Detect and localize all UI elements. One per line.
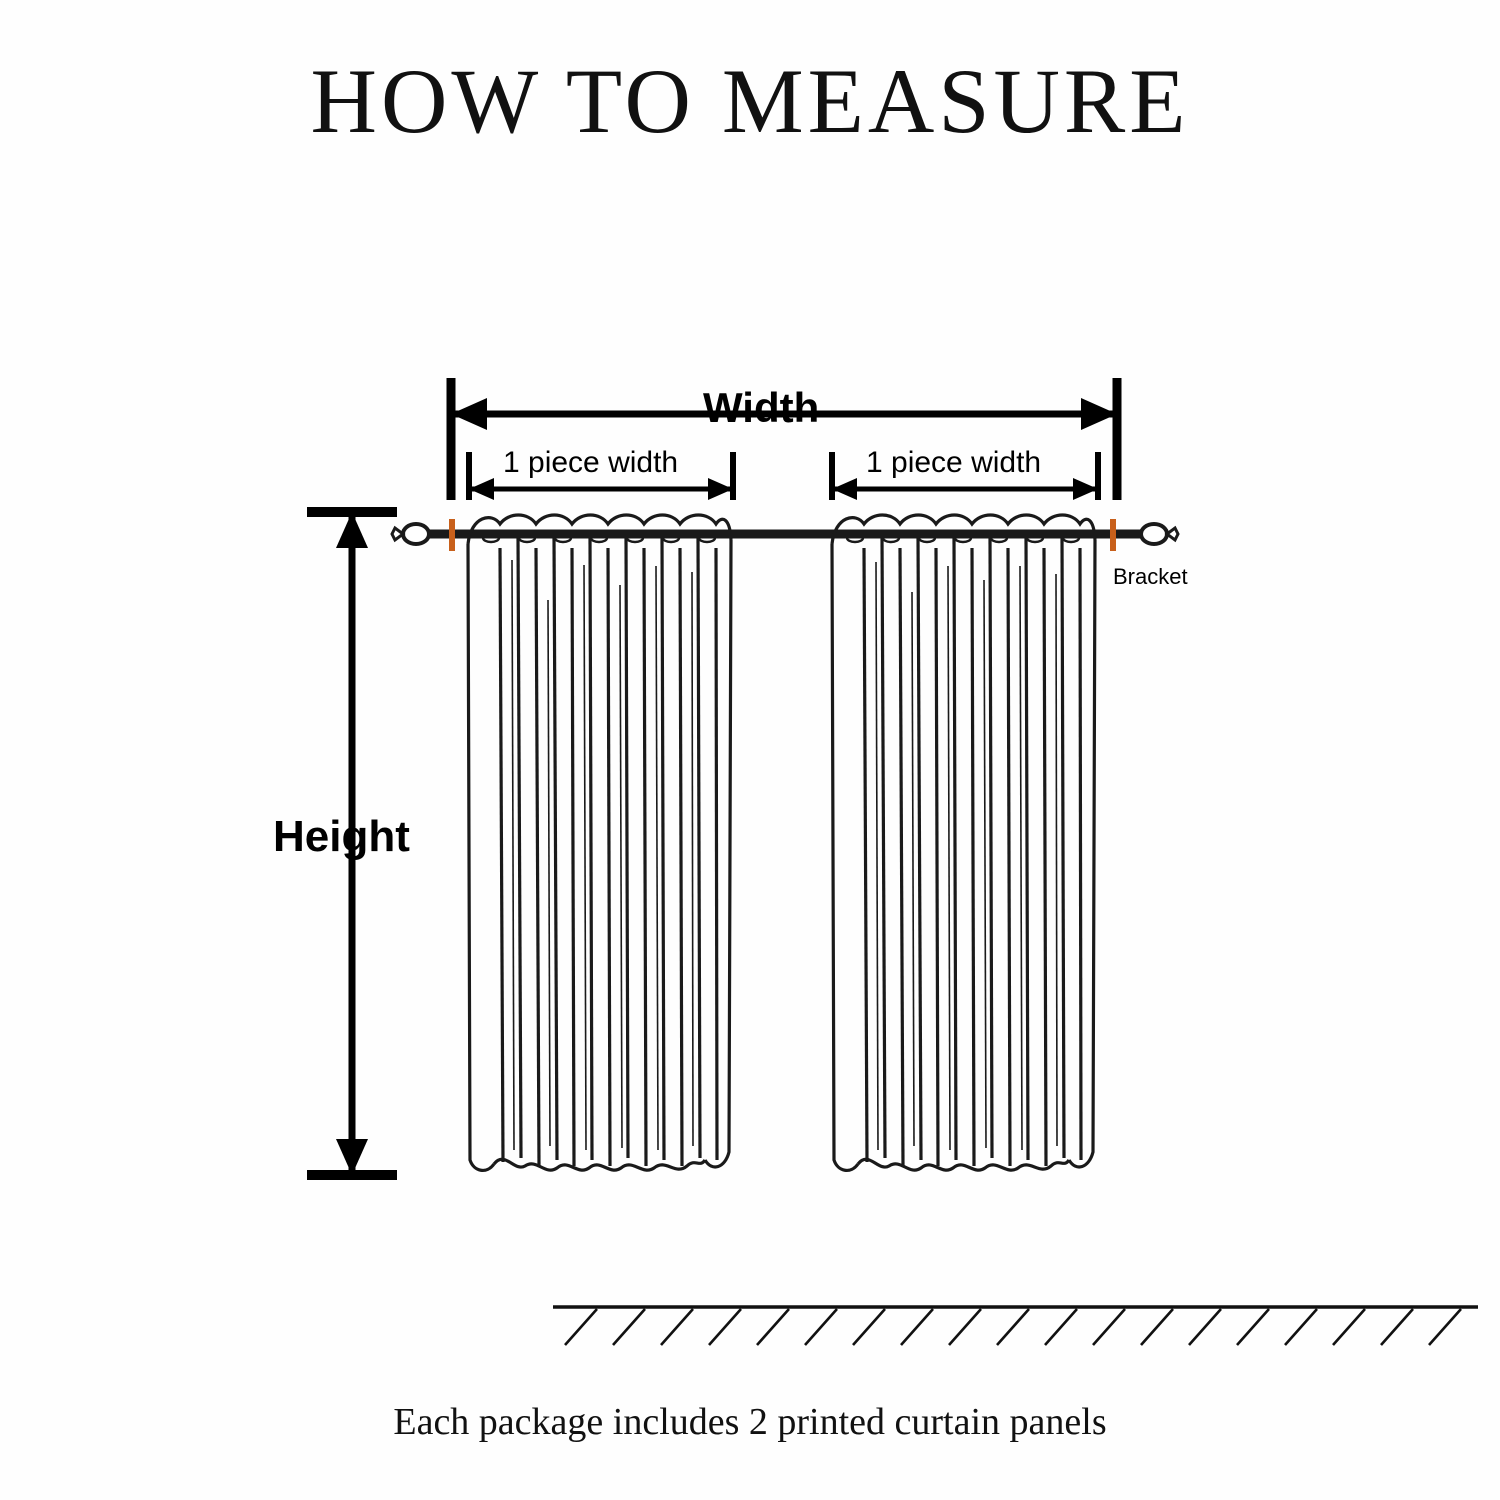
curtain-rod [392,519,1178,551]
page-title: HOW TO MEASURE [310,50,1190,152]
left-curtain-panel [468,515,731,1170]
piece-width-label-left: 1 piece width [503,446,679,479]
rod-finial-left [392,524,429,544]
piece-width-label-right: 1 piece width [866,446,1042,479]
floor-hatching [553,1307,1478,1345]
width-label: Width [703,384,820,431]
right-curtain-panel [832,515,1095,1170]
bracket-label: Bracket [1113,564,1188,589]
package-note: Each package includes 2 printed curtain panels [393,1401,1107,1443]
rod-finial-right [1141,524,1178,544]
height-label: Height [273,812,410,861]
